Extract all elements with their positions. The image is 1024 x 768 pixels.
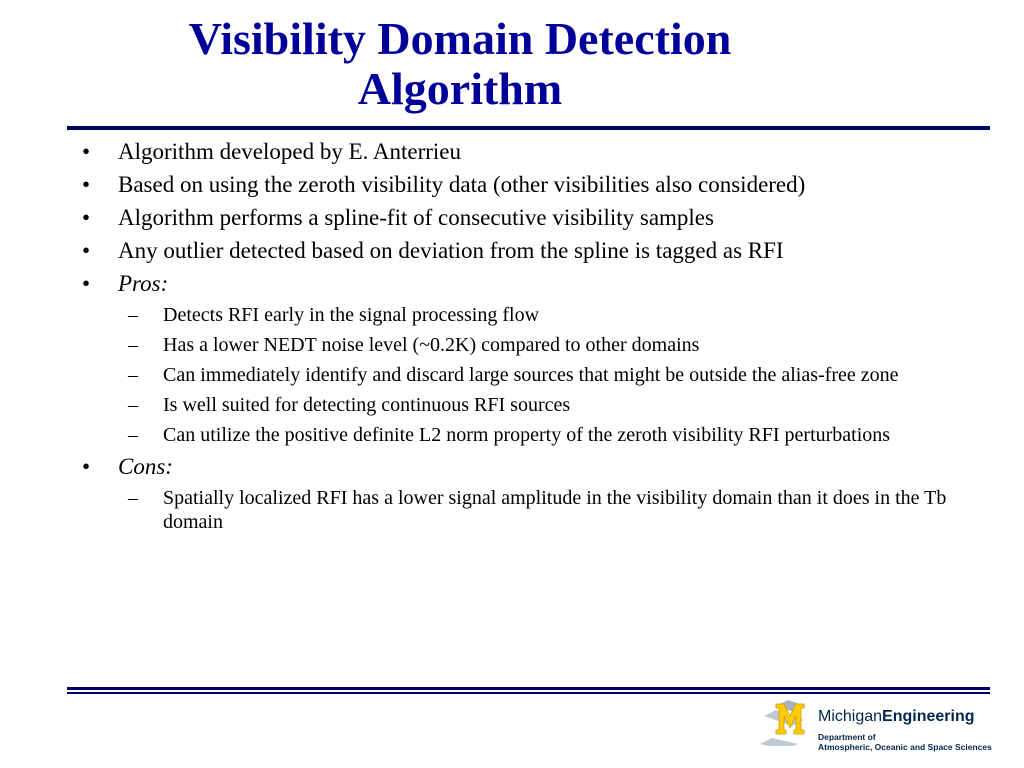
sub-bullet-marker: –: [128, 364, 138, 386]
bullet-marker: •: [82, 271, 91, 296]
logo-department-line-2: Atmospheric, Oceanic and Space Sciences: [818, 742, 992, 752]
bullet-marker: •: [82, 205, 91, 230]
pros-item: [70, 303, 963, 327]
pros-item: [70, 363, 963, 387]
pros-item: [70, 393, 963, 417]
pros-item: [70, 333, 963, 357]
sub-bullet-marker: –: [128, 487, 138, 509]
bullet-marker: •: [82, 238, 91, 263]
sub-bullet-marker: –: [128, 394, 138, 416]
sub-bullet-text: Detects RFI early in the signal processing flow: [163, 304, 540, 326]
logo-wordmark-engineering: Engineering: [882, 708, 975, 725]
cons-item: [70, 486, 963, 534]
logo-department-line-1: Department of: [818, 732, 876, 742]
bullet-text: Algorithm developed by E. Anterrieu: [118, 139, 462, 164]
sub-bullet-marker: –: [128, 334, 138, 356]
bullet-marker: •: [82, 172, 91, 197]
sub-bullet-text: Spatially localized RFI has a lower signal amplitude in the visibility domain than it does in the Tb domain: [163, 487, 947, 533]
cons-label: Cons:: [118, 454, 173, 479]
bullet-marker: •: [82, 139, 91, 164]
sub-bullet-text: Can utilize the positive definite L2 norm property of the zeroth visibility RFI perturbations: [163, 424, 891, 446]
sub-bullet-text: Is well suited for detecting continuous RFI sources: [163, 394, 571, 416]
bullet-item: [70, 171, 990, 198]
pros-heading: [70, 270, 990, 297]
bullet-item: [70, 204, 990, 231]
sub-bullet-text: Has a lower NEDT noise level (~0.2K) compared to other domains: [163, 334, 700, 356]
title-divider: [67, 126, 990, 130]
bullet-text: Algorithm performs a spline-fit of consecutive visibility samples: [118, 205, 714, 230]
bullet-text: Based on using the zeroth visibility data (other visibilities also considered): [118, 172, 806, 197]
sub-bullet-marker: –: [128, 424, 138, 446]
bullet-item: [70, 138, 990, 165]
michigan-engineering-logo: [758, 700, 998, 756]
logo-wordmark-michigan: Michigan: [818, 708, 883, 725]
bullet-text: Any outlier detected based on deviation from the spline is tagged as RFI: [118, 238, 784, 263]
slide-title-line-2: Algorithm: [357, 63, 563, 114]
logo-wordmark: [818, 707, 974, 727]
logo-department: [818, 732, 992, 752]
cons-heading: [70, 453, 990, 480]
bullet-item: [70, 237, 990, 264]
footer-divider-thin: [67, 692, 990, 694]
pros-item: [70, 423, 963, 447]
bullet-marker: •: [82, 454, 91, 479]
sub-bullet-marker: –: [128, 304, 138, 326]
block-m-icon: [758, 700, 814, 746]
slide-title: [60, 14, 860, 114]
pros-label: Pros:: [118, 271, 169, 296]
slide-title-line-1: Visibility Domain Detection: [188, 13, 732, 64]
slide-body: [70, 138, 990, 540]
footer-divider-thick: [67, 687, 990, 690]
sub-bullet-text: Can immediately identify and discard large sources that might be outside the alias-free zone: [163, 364, 899, 386]
